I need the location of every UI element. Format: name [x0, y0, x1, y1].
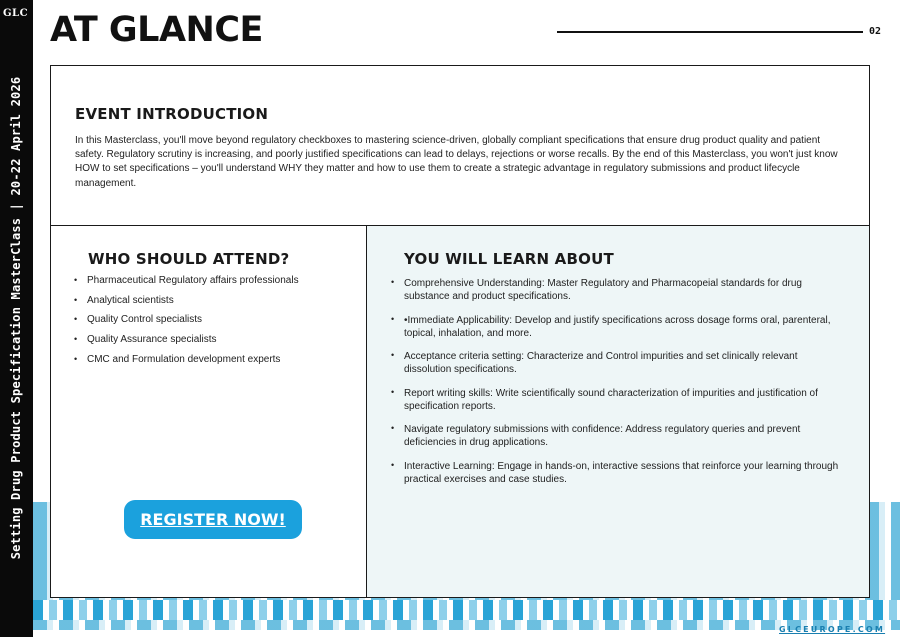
decorative-stripes-lower [33, 600, 900, 620]
attend-heading: WHO SHOULD ATTEND? [88, 250, 290, 268]
learn-item: • Navigate regulatory submissions with confidence: Address regulatory queries and prevent deficiencies in drug applications. [404, 423, 844, 449]
learn-item: • Report writing skills: Write scientifically sound characterization of impurities and justification of specification reports. [404, 387, 844, 413]
page-number: 02 [869, 26, 882, 37]
you-will-learn-section [366, 225, 870, 598]
attend-item: • CMC and Formulation development experts [87, 354, 299, 365]
learn-item: • •Immediate Applicability: Develop and justify specifications across dosage forms oral, parenteral, topical, inhalation, and more. [404, 314, 844, 340]
event-introduction-section [50, 65, 870, 226]
header-divider [557, 31, 863, 33]
intro-heading: EVENT INTRODUCTION [75, 105, 269, 123]
learn-list [404, 277, 844, 496]
attend-item: • Quality Control specialists [87, 314, 299, 325]
register-now-button[interactable]: REGISTER NOW! [124, 500, 302, 539]
glc-logo: GLC [3, 8, 29, 19]
side-banner [0, 0, 33, 637]
attend-item: • Quality Assurance specialists [87, 334, 299, 345]
learn-item: • Comprehensive Understanding: Master Regulatory and Pharmacopeial standards for drug substance and product specifications. [404, 277, 844, 303]
attend-list [87, 275, 299, 373]
attend-item: • Pharmaceutical Regulatory affairs professionals [87, 275, 299, 286]
page-title: AT GLANCE [50, 10, 263, 50]
learn-item: • Acceptance criteria setting: Characterize and Control impurities and set clinically relevant dissolution specifications. [404, 350, 844, 376]
attend-item: • Analytical scientists [87, 295, 299, 306]
event-title-vertical: Setting Drug Product Specification MasterClass | 20-22 April 2026 [9, 76, 23, 560]
who-should-attend-section [50, 225, 368, 598]
intro-paragraph: In this Masterclass, you'll move beyond regulatory checkboxes to mastering science-driven, globally compliant specifications that ensure drug product quality and patient safety. Regulatory scrutiny is increasing, and poorly justified specifications can lead to delays, rejections or worse recalls. By the end of this Masterclass, you won't just know HOW to set specifications – you'll understand WHY they matter and how to use them to create a strategic advantage in regulatory submissions and product lifecycle management. [75, 135, 838, 189]
learn-heading: YOU WILL LEARN ABOUT [404, 250, 614, 268]
learn-item: • Interactive Learning: Engage in hands-on, interactive sessions that reinforce your learning through practical exercises and case studies. [404, 460, 844, 486]
website-link[interactable]: GLCEUROPE.COM [779, 625, 886, 634]
